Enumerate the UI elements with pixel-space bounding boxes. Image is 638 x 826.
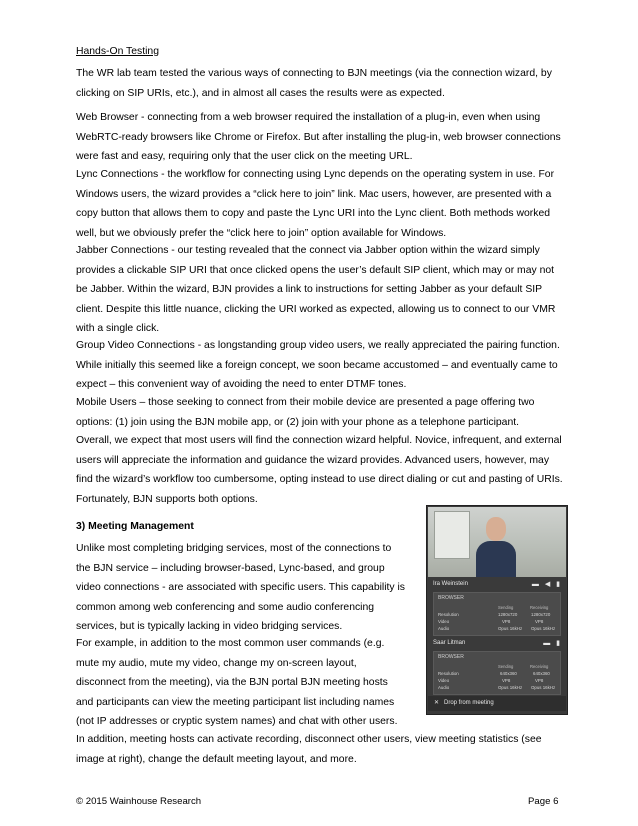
stat-value: VP8 (535, 619, 544, 624)
stat-label: Resolution (438, 612, 459, 617)
paragraph-meeting-users: Unlike most completing bridging services, most of the connections to the BJN service – including browser-based, Lync-based, and group video connections - are associated with specific users. This capability is common among web conferencing and some audio conferencing services, but is typically lacking in video bridging services. (76, 543, 405, 633)
stat-value: VP8 (535, 678, 544, 683)
paragraph-web-browser: Web Browser - connecting from a web browser required the installation of a plug-in, even when using WebRTC-ready browsers like Chrome or Firefox. But after installing the plug-in, web browser connections were fast and easy, requiring only that the user click on the meeting URL. (76, 112, 561, 163)
sending-header: Sending (498, 664, 514, 669)
receiving-header: Receiving (530, 605, 549, 610)
stat-label: Video (438, 619, 450, 624)
participant-1-name: Ira Weinstein (433, 581, 468, 587)
participant-1-bar (428, 578, 566, 591)
stat-value: Opus 16kHz (531, 685, 556, 690)
stat-value: 640x360 (500, 671, 517, 676)
participant-2-controls-icon[interactable]: ▬ ▮ (543, 640, 562, 647)
stat-value: 1280x720 (498, 612, 518, 617)
stat-value: Opus 16kHz (498, 685, 523, 690)
paragraph-overall: Overall, we expect that most users will find the connection wizard helpful. Novice, infrequent, and external users will appreciate the information and guidance the wizard provides. Advanced users, however, may find the wizard’s workflow too cumbersome, opting instead to use direct dialing or cut and pasting of URIs. Fortunately, BJN supports both options. (76, 435, 563, 505)
drop-from-meeting-label: Drop from meeting (444, 700, 494, 706)
paragraph-user-commands: For example, in addition to the most common user commands (e.g. mute my audio, mute my video, change my on-screen layout, disconnect from the meeting), via the BJN portal BJN meeting hosts and participants can view the meeting participant list including names (not IP addresses or cryptic system names) and chat with other users. (76, 638, 398, 728)
participant-2-name: Saar Litman (433, 640, 466, 646)
participant-2-stats-card (433, 651, 561, 695)
paragraph-mobile: Mobile Users – those seeking to connect from their mobile device are presented a page offering two options: (1) join using the BJN mobile app, or (2) join with your phone as a telephone participant. (76, 397, 535, 428)
paragraph-lync: Lync Connections - the workflow for connecting using Lync depends on the operating system in use. For Windows users, the wizard provides a “click here to join” link. Mac users, however, are presented with a copy button that allows them to copy and paste the Lync URI into the Lync client. Both methods worked well, but we obviously prefer the “click here to join” option available for Windows. (76, 169, 555, 239)
stat-value: 640x360 (533, 671, 550, 676)
paragraph-jabber: Jabber Connections - our testing revealed that the connect via Jabber option within the wizard simply provides a clickable SIP URI that once clicked opens the user’s default SIP client, which may or may not be Jabber. Within the wizard, BJN provides a link to instructions for setting Jabber as your default SIP client. Despite this little nuance, clicking the URI worked as expected, allowing us to connect to our VMR with a single click. (76, 245, 556, 335)
participant-video-thumbnail (428, 507, 566, 577)
participant-1-controls-icon[interactable]: ▬ ◀ ▮ (531, 581, 562, 588)
footer-page-number: Page 6 (528, 796, 559, 807)
participant-figure (476, 517, 516, 577)
footer-copyright: © 2015 Wainhouse Research (76, 796, 202, 807)
paragraph-intro: The WR lab team tested the various ways of connecting to BJN meetings (via the connection wizard, by clicking on SIP URIs, etc.), and in almost all cases the results were as expected. (76, 68, 552, 99)
stat-label: Resolution (438, 671, 459, 676)
section-heading-hands-on: Hands-On Testing (76, 46, 159, 57)
participant-1-card-title: BROWSER (438, 595, 464, 601)
section-heading-meeting-management: 3) Meeting Management (76, 521, 194, 532)
stat-value: Opus 16kHz (498, 626, 523, 631)
stat-label: Video (438, 678, 450, 683)
drop-from-meeting-button[interactable] (428, 696, 566, 711)
meeting-statistics-screenshot (426, 505, 568, 715)
participant-1-stats-card (433, 592, 561, 636)
paragraph-group-video: Group Video Connections - as longstanding group video users, we really appreciated the pairing function. While initially this seemed like a foreign concept, we soon became accustomed – and eventually came to expect – this convenient way of avoiding the need to enter DTMF tones. (76, 340, 560, 391)
stat-label: Audio (438, 626, 450, 631)
background-window (434, 511, 470, 559)
paragraph-host-features: In addition, meeting hosts can activate recording, disconnect other users, view meeting statistics (see image at right), change the default meeting layout, and more. (76, 734, 542, 765)
stat-value: VP8 (502, 619, 511, 624)
participant-2-card-title: BROWSER (438, 654, 464, 660)
stat-value: 1280x720 (531, 612, 551, 617)
receiving-header: Receiving (530, 664, 549, 669)
stat-label: Audio (438, 685, 450, 690)
stat-value: Opus 16kHz (531, 626, 556, 631)
sending-header: Sending (498, 605, 514, 610)
participant-2-bar (428, 637, 566, 650)
close-icon: ✕ (434, 700, 440, 706)
stat-value: VP8 (502, 678, 511, 683)
